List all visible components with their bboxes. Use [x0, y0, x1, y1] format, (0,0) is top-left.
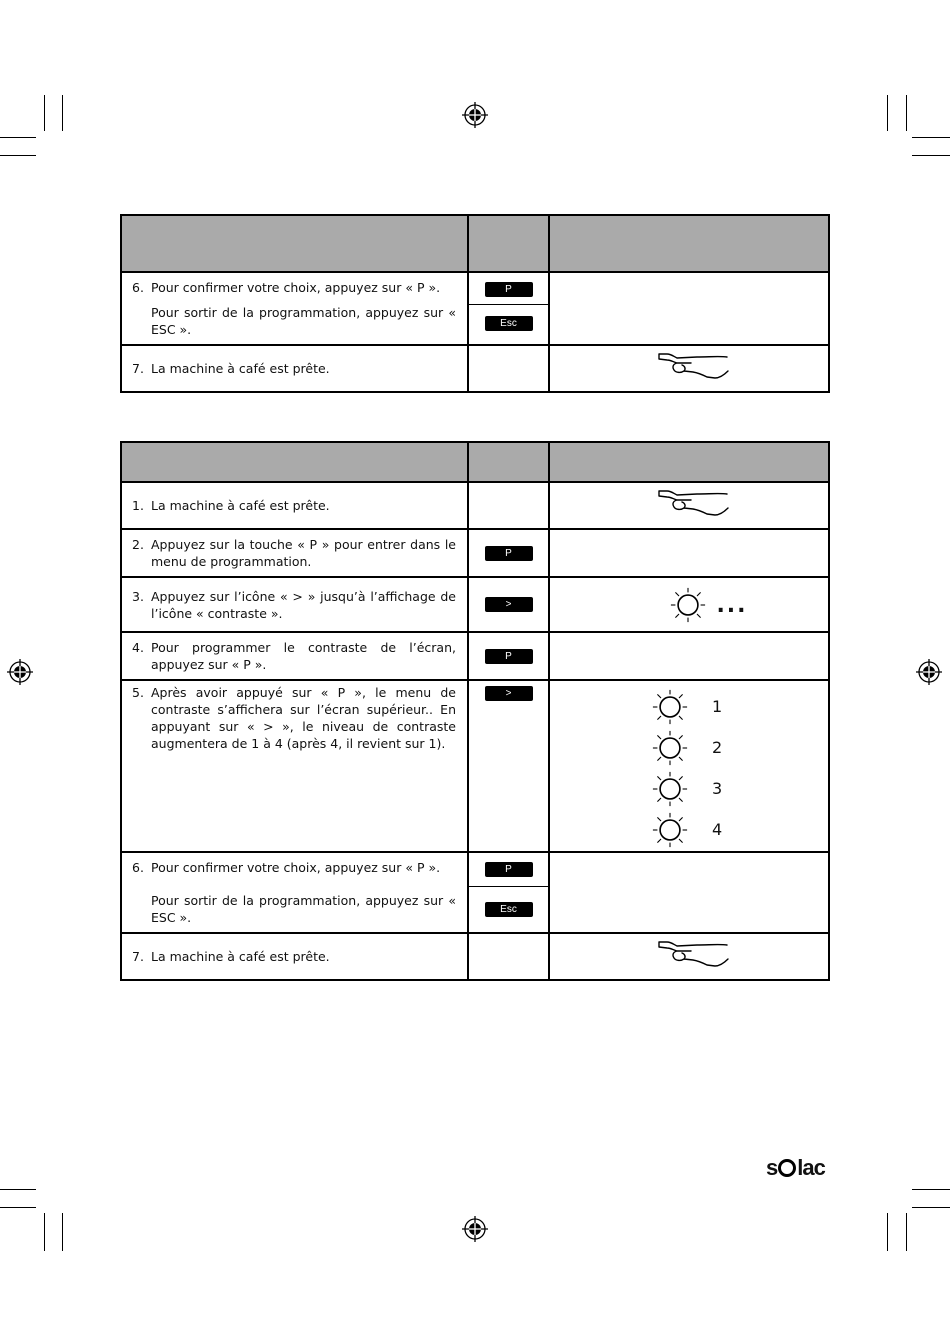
step-number: 6.	[132, 280, 144, 295]
registration-mark-icon	[462, 1216, 488, 1242]
table-row	[121, 852, 829, 933]
table-header-cell	[468, 442, 549, 482]
crop-mark	[912, 1189, 950, 1190]
p-key-button[interactable]: P	[485, 862, 533, 877]
table-row	[121, 345, 829, 392]
step-text: La machine à café est prête.	[151, 949, 330, 964]
crop-mark	[0, 1189, 36, 1190]
next-key-button[interactable]: >	[485, 597, 533, 612]
step-number: 3.	[132, 588, 144, 604]
step-text-secondary: Pour sortir de la programmation, appuyez sur « ESC ».	[151, 305, 456, 337]
contrast-level: 1	[712, 697, 723, 716]
contrast-level-list	[652, 686, 828, 850]
step-number: 7.	[132, 361, 144, 376]
step-number: 5.	[132, 685, 144, 700]
contrast-level: 2	[712, 738, 723, 757]
table-row	[121, 577, 829, 632]
step-number: 6.	[132, 860, 144, 875]
table-row	[121, 933, 829, 980]
step-text: Appuyez sur l’icône « > » jusqu’à l’affichage de l’icône « contraste ».	[151, 588, 456, 621]
table-row	[121, 529, 829, 577]
p-key-button[interactable]: P	[485, 282, 533, 297]
table-row	[121, 272, 829, 345]
finger-press-icon	[657, 488, 729, 520]
contrast-level: 3	[712, 779, 723, 798]
contrast-icon	[652, 771, 688, 807]
brand-logo: s lac	[766, 1155, 825, 1180]
contrast-icon	[652, 730, 688, 766]
registration-mark-icon	[462, 102, 488, 128]
crop-mark	[0, 155, 36, 156]
step-text-secondary: Pour sortir de la programmation, appuyez sur « ESC ».	[151, 893, 456, 925]
ellipsis-text: ...	[716, 593, 748, 618]
finger-press-icon	[657, 939, 729, 971]
crop-mark	[912, 137, 950, 138]
step-number: 1.	[132, 498, 144, 513]
table-row	[121, 680, 829, 852]
crop-mark	[906, 95, 907, 131]
crop-mark	[887, 1213, 888, 1251]
step-number: 2.	[132, 537, 144, 552]
table-header-cell	[121, 215, 468, 272]
table-row	[121, 482, 829, 529]
crop-mark	[0, 137, 36, 138]
table-header-cell	[468, 215, 549, 272]
crop-mark	[887, 95, 888, 131]
esc-key-button[interactable]: Esc	[485, 316, 533, 331]
step-text: La machine à café est prête.	[151, 361, 330, 376]
step-text: Après avoir appuyé sur « P », le menu de contraste s’affichera sur l’écran supérieur.. En appuyant sur « > », le niveau de contraste augmentera de 1 à 4 (après 4, il revient sur 1).	[151, 685, 456, 751]
next-key-button[interactable]: >	[485, 686, 533, 701]
table-header-cell	[549, 442, 829, 482]
crop-mark	[906, 1213, 907, 1251]
registration-mark-icon	[7, 659, 33, 685]
crop-mark	[62, 1213, 63, 1251]
table-header-cell	[121, 442, 468, 482]
step-text: Pour confirmer votre choix, appuyez sur « P ».	[151, 860, 441, 875]
crop-mark	[62, 95, 63, 131]
crop-mark	[912, 1207, 950, 1208]
table-row	[121, 632, 829, 680]
contrast-icon	[652, 812, 688, 848]
contrast-icon	[670, 587, 706, 623]
programming-table-2	[120, 441, 830, 981]
step-text: La machine à café est prête.	[151, 498, 330, 513]
esc-key-button[interactable]: Esc	[485, 902, 533, 917]
registration-mark-icon	[916, 659, 942, 685]
contrast-icon	[652, 689, 688, 725]
crop-mark	[44, 95, 45, 131]
crop-mark	[0, 1207, 36, 1208]
contrast-level: 4	[712, 820, 723, 839]
finger-press-icon	[657, 351, 729, 383]
step-text: Pour confirmer votre choix, appuyez sur « P ».	[151, 280, 441, 295]
step-number: 4.	[132, 640, 144, 655]
crop-mark	[912, 155, 950, 156]
table-header-cell	[549, 215, 829, 272]
p-key-button[interactable]: P	[485, 649, 533, 664]
step-number: 7.	[132, 949, 144, 964]
step-text: Pour programmer le contraste de l’écran, appuyez sur « P ».	[151, 640, 456, 672]
crop-mark	[44, 1213, 45, 1251]
step-text: Appuyez sur la touche « P » pour entrer dans le menu de programmation.	[151, 537, 456, 569]
p-key-button[interactable]: P	[485, 546, 533, 561]
programming-table-1	[120, 214, 830, 393]
